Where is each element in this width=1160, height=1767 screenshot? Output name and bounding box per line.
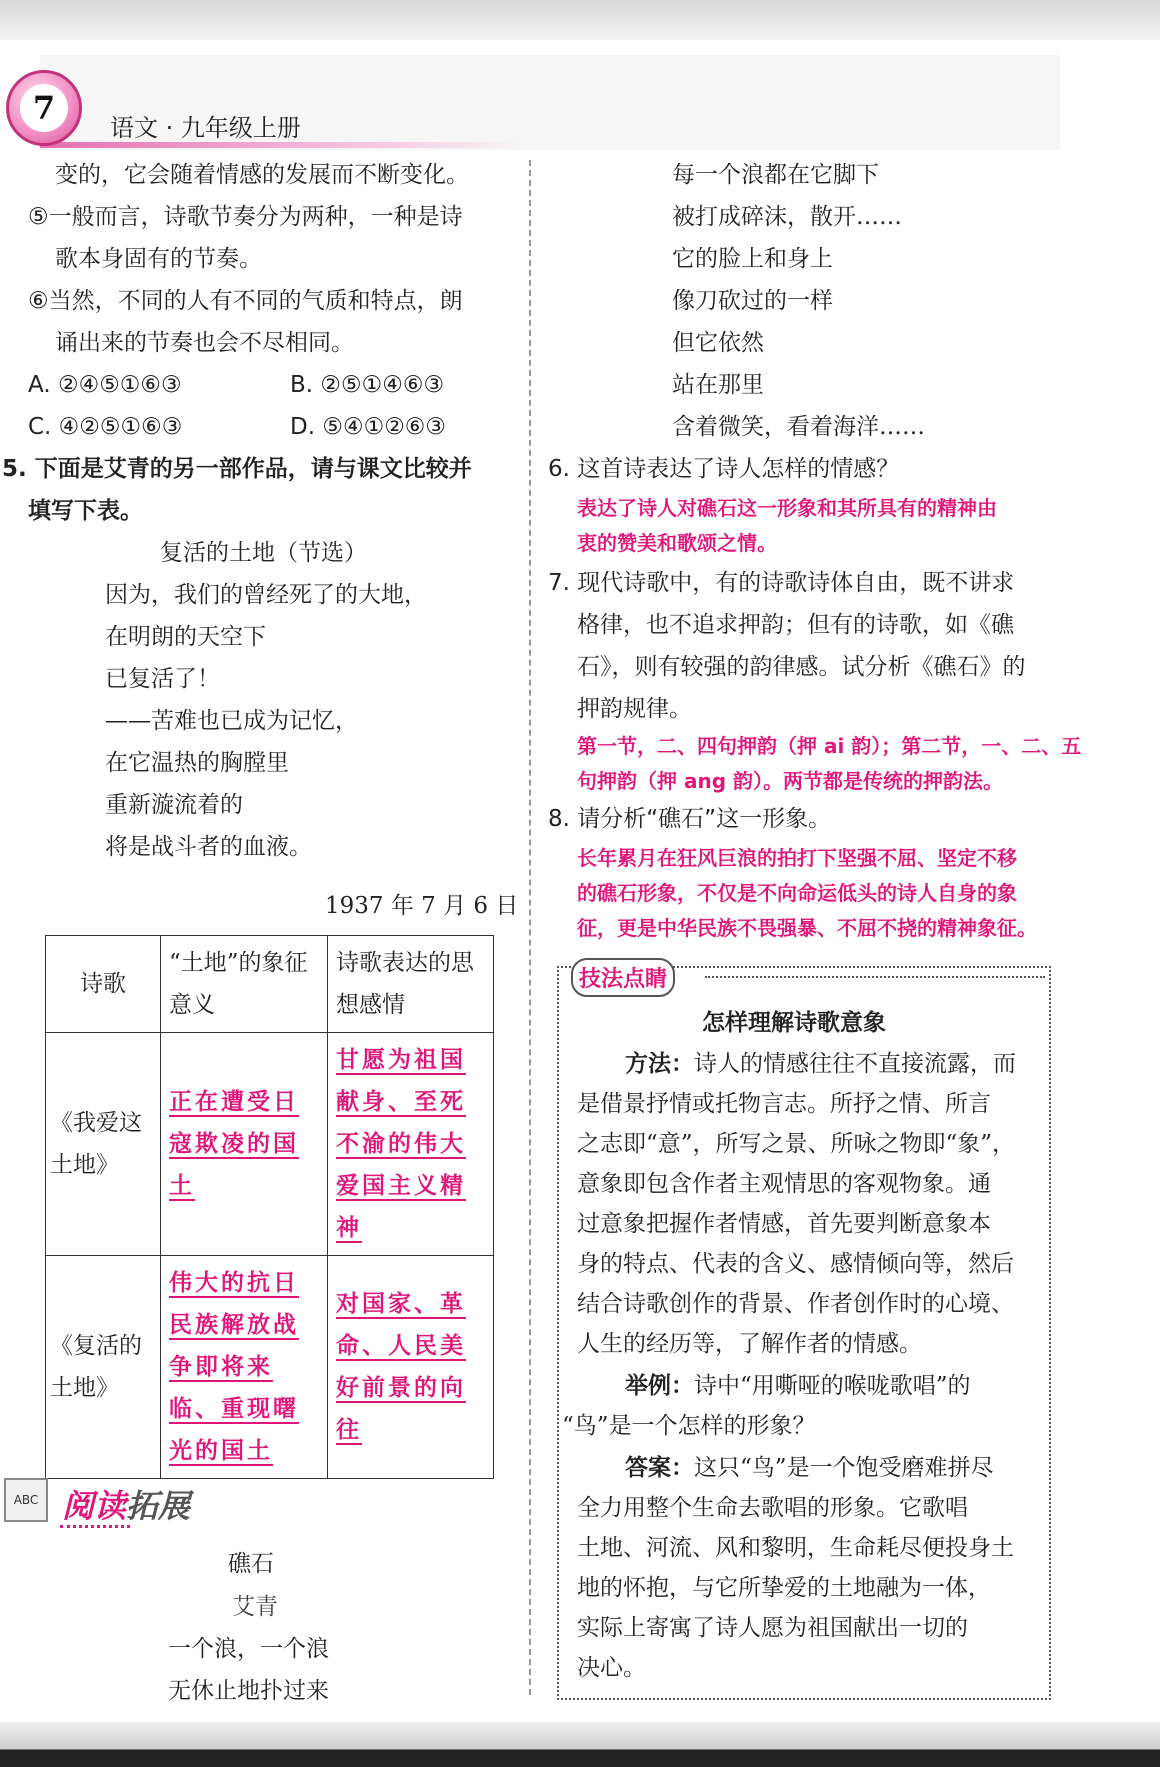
poem-line: 将是战斗者的血液。 [105,834,312,860]
q7-answer: 句押韵（押 ang 韵）。两节都是传统的押韵法。 [577,769,1003,793]
tip-answer-line: 地的怀抱，与它所挚爱的土地融为一体， [577,1575,991,1601]
option-a: A. ②④⑤①⑥③ [28,372,182,398]
tip-answer-text: 这只“鸟”是一个饱受磨难拼尽 [694,1455,994,1481]
tip-method-line: 结合诗歌创作的背景、作者创作时的心境、 [577,1291,1014,1317]
tip-method-line: 是借景抒情或托物言志。所抒之情、所言 [577,1091,991,1117]
table-cell-poem: 《复活的土地》 [46,1256,161,1479]
tip-answer-label: 答案： [625,1455,694,1481]
poem2-line: 站在那里 [672,372,764,398]
tip-method-line: 身的特点、代表的含义、感情倾向等，然后 [577,1251,1014,1277]
table-cell-emotion-answer: 甘愿为祖国献身、至死不渝的伟大爱国主义精神 [336,1047,466,1241]
tip-method-text: 诗人的情感往往不直接流露，而 [694,1051,1016,1077]
tip-method-label: 方法： [625,1051,694,1077]
column-divider [529,160,531,1695]
q7-question: 格律，也不追求押韵；但有的诗歌，如《礁 [577,612,1014,638]
tip-method-line: 意象即包含作者主观情思的客观物象。通 [577,1171,991,1197]
tip-title: 怎样理解诗歌意象 [702,1010,886,1036]
abc-book-icon: ABC [4,1478,48,1522]
poem2-line: 无休止地扑过来 [168,1678,329,1704]
poem2-line: 含着微笑，看着海洋…… [672,414,925,440]
option-d: D. ⑤④①②⑥③ [290,414,447,440]
tip-badge: 技法点睛 [571,958,675,997]
tip-method-line: 过意象把握作者情感，首先要判断意象本 [577,1211,991,1237]
tip-answer [625,1457,994,1480]
table-row [46,1256,494,1479]
table-cell-poem: 《我爱这土地》 [46,1033,161,1256]
q6-question: 6. 这首诗表达了诗人怎样的情感？ [548,456,900,482]
poem-line: ——苦难也已成为记忆， [105,708,358,734]
table-header: “土地”的象征意义 [161,936,328,1033]
tip-example-text: 诗中“用嘶哑的喉咙歌唱”的 [694,1373,971,1399]
tip-example-label: 举例： [625,1373,694,1399]
table-header: 诗歌表达的思想感情 [328,936,494,1033]
q4-line: ⑤一般而言，诗歌节奏分为两种，一种是诗 [28,204,463,230]
poem2-line: 像刀砍过的一样 [672,288,833,314]
q8-answer: 征，更是中华民族不畏强暴、不屈不挠的精神象征。 [577,916,1037,940]
table-cell-symbol-answer: 正在遭受日寇欺凌的国土 [169,1089,299,1199]
reading-title-part1: 阅读 [62,1487,127,1525]
q7-question: 石》，则有较强的韵律感。试分析《礁石》的 [577,654,1026,680]
page-number-badge [6,70,82,146]
comparison-table [45,935,494,1479]
reading-extension-title [62,1481,190,1527]
q5-question: 5. 下面是艾青的另一部作品，请与课文比较并 [2,456,472,482]
poem2-line: 它的脸上和身上 [672,246,833,272]
poem-line: 已复活了！ [105,666,220,692]
book-title: 语文 · 九年级上册 [110,114,301,142]
q6-answer: 表达了诗人对礁石这一形象和其所具有的精神由 [577,496,997,520]
page-number: 7 [20,84,68,132]
q7-question: 7. 现代诗歌中，有的诗歌诗体自由，既不讲求 [548,570,1015,596]
reading-title-dots [60,1525,130,1528]
q4-line: 歌本身固有的节奏。 [55,246,262,272]
tip-example-line: “鸟”是一个怎样的形象？ [562,1413,816,1439]
tip-answer-line: 土地、河流、风和黎明，生命耗尽便投身土 [577,1535,1014,1561]
page-shadow-top [0,0,1160,42]
poem-title: 复活的土地（节选） [160,540,367,566]
poem2-line: 但它依然 [672,330,764,356]
poem-line: 在明朗的天空下 [105,624,266,650]
q8-question: 8. 请分析“礁石”这一形象。 [548,806,832,832]
poem-line: 因为，我们的曾经死了的大地， [105,582,427,608]
tip-badge-dots [705,976,1045,978]
table-cell-symbol-answer: 伟大的抗日民族解放战争即将来临、重现曙光的国土 [169,1270,299,1464]
q4-line: 诵出来的节奏也会不尽相同。 [55,330,354,356]
q7-answer: 第一节，二、四句押韵（押 ai 韵）；第二节，一、二、五 [577,734,1082,758]
poem2-line: 每一个浪都在它脚下 [672,162,879,188]
tip-example [625,1375,971,1398]
tip-answer-line: 全力用整个生命去歌唱的形象。它歌唱 [577,1495,968,1521]
table-cell-emotion-answer: 对国家、革命、人民美好前景的向往 [336,1291,466,1443]
tip-method-line: 之志即“意”，所写之景、所咏之物即“象”， [577,1131,1016,1157]
reading-title-part2: 拓展 [126,1487,191,1525]
poem-line: 重新漩流着的 [105,792,243,818]
tip-method-line: 人生的经历等，了解作者的情感。 [577,1331,922,1357]
q8-answer: 长年累月在狂风巨浪的拍打下坚强不屈、坚定不移 [577,846,1017,870]
q6-answer: 衷的赞美和歌颂之情。 [577,531,777,555]
q7-question: 押韵规律。 [577,696,692,722]
poem-date: 1937 年 7 月 6 日 [325,893,519,919]
poem2-title: 礁石 [228,1551,274,1577]
tip-method [625,1053,1016,1076]
option-b: B. ②⑤①④⑥③ [290,372,445,398]
poem-line: 在它温热的胸膛里 [105,750,289,776]
poem2-line: 一个浪，一个浪 [168,1636,329,1662]
table-row [46,1033,494,1256]
tip-answer-line: 实际上寄寓了诗人愿为祖国献出一切的 [577,1615,968,1641]
reading-extension-banner [0,1475,240,1535]
table-header-row [46,936,494,1033]
q4-line: 变的，它会随着情感的发展而不断变化。 [55,162,469,188]
page-shadow-bottom [0,1722,1160,1767]
q8-answer: 的礁石形象，不仅是不向命运低头的诗人自身的象 [577,881,1017,905]
q4-line: ⑥当然，不同的人有不同的气质和特点，朗 [28,288,463,314]
tip-answer-line: 决心。 [577,1655,646,1681]
poem2-line: 被打成碎沫，散开…… [672,204,902,230]
poem2-author: 艾青 [232,1594,278,1620]
table-header: 诗歌 [46,936,161,1033]
option-c: C. ④②⑤①⑥③ [28,414,183,440]
q5-question: 填写下表。 [28,498,143,524]
